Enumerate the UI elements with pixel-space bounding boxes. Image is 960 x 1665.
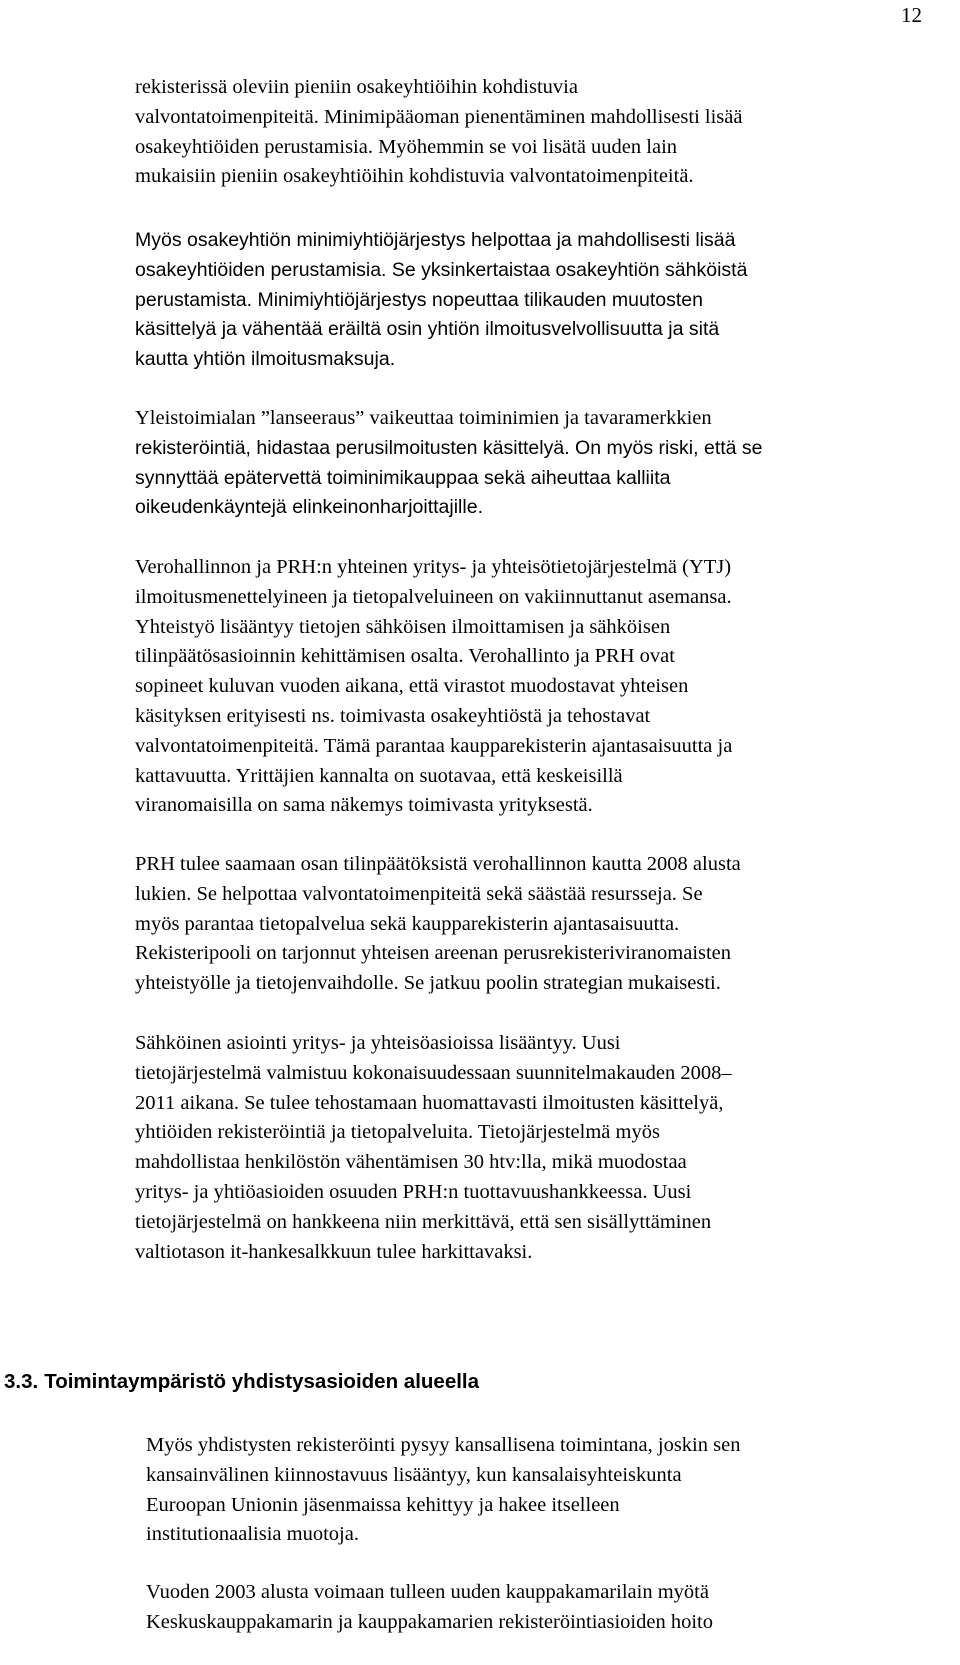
- text-line: oikeudenkäyntejä elinkeinonharjoittajille.: [135, 496, 483, 519]
- paragraph-general-business-line: [135, 404, 763, 523]
- text-line: yhtiöiden rekisteröintiä ja tietopalveluita. Tietojärjestelmä myös: [135, 1121, 660, 1144]
- text-line: sopineet kuluvan vuoden aikana, että virastot muodostavat yhteisen: [135, 675, 689, 698]
- text-line: Vuoden 2003 alusta voimaan tulleen uuden kauppakamarilain myötä: [146, 1581, 709, 1603]
- paragraph-ytj-cooperation: [135, 553, 732, 821]
- text-line: valtiotason it-hankesalkkuun tulee harkittavaksi.: [135, 1240, 533, 1263]
- text-line: 2011 aikana. Se tulee tehostamaan huomattavasti ilmoitusten käsittelyä,: [135, 1091, 724, 1114]
- text-line: PRH tulee saamaan osan tilinpäätöksistä verohallinnon kautta 2008 alusta: [135, 853, 741, 875]
- text-line: yhteistyölle ja tietojenvaihdolle. Se jatkuu poolin strategian mukaisesti.: [135, 972, 721, 995]
- text-line: rekisteröintiä, hidastaa perusilmoitusten käsittelyä. On myös riski, että se: [135, 436, 763, 459]
- text-line: valvontatoimenpiteitä. Tämä parantaa kaupparekisterin ajantasaisuutta ja: [135, 734, 733, 757]
- text-line: kattavuutta. Yrittäjien kannalta on suotavaa, että keskeisillä: [135, 764, 623, 787]
- text-line: lukien. Se helpottaa valvontatoimenpiteitä sekä säästää resursseja. Se: [135, 882, 703, 905]
- text-line: synnyttää epätervettä toiminimikauppaa sekä aiheuttaa kalliita: [135, 466, 671, 489]
- text-line: osakeyhtiöiden perustamisia. Myöhemmin se voi lisätä uuden lain: [135, 135, 678, 158]
- text-line: viranomaisilla on sama näkemys toimivasta yrityksestä.: [135, 794, 593, 817]
- text-line: institutionaalisia muotoja.: [146, 1523, 359, 1546]
- text-line: kansainvälinen kiinnostavuus lisääntyy, kun kansalaisyhteiskunta: [146, 1463, 682, 1486]
- text-line: Yleistoimialan ”lanseeraus” vaikeuttaa toiminimien ja tavaramerkkien: [135, 407, 712, 429]
- text-line: mahdollistaa henkilöstön vähentämisen 30 htv:lla, mikä muodostaa: [135, 1151, 687, 1174]
- text-line: perustamista. Minimiyhtiöjärjestys nopeuttaa tilikauden muutosten: [135, 288, 703, 311]
- section-title: Toimintaympäristö yhdistysasioiden alueella: [44, 1370, 480, 1393]
- paragraph-chamber-of-commerce: [146, 1578, 713, 1638]
- text-line: tietojärjestelmä valmistuu kokonaisuudessaan suunnitelmakauden 2008–: [135, 1061, 732, 1084]
- paragraph-associations-registration: [146, 1431, 740, 1550]
- text-line: Myös osakeyhtiön minimiyhtiöjärjestys helpottaa ja mahdollisesti lisää: [135, 229, 736, 251]
- text-line: Myös yhdistysten rekisteröinti pysyy kansallisena toimintana, joskin sen: [146, 1434, 741, 1456]
- text-line: rekisterissä oleviin pieniin osakeyhtiöihin kohdistuvia: [135, 76, 578, 98]
- text-line: tietojärjestelmä on hankkeena niin merkittävä, että sen sisällyttäminen: [135, 1210, 712, 1233]
- text-line: osakeyhtiöiden perustamisia. Se yksinkertaistaa osakeyhtiön sähköistä: [135, 258, 748, 281]
- paragraph-minimum-articles: [135, 226, 747, 375]
- text-line: Sähköinen asiointi yritys- ja yhteisöasioissa lisääntyy. Uusi: [135, 1032, 621, 1054]
- text-line: käsityksen erityisesti ns. toimivasta osakeyhtiöstä ja tehostavat: [135, 704, 651, 727]
- text-line: yritys- ja yhtiöasioiden osuuden PRH:n tuottavuushankkeessa. Uusi: [135, 1180, 692, 1203]
- paragraph-small-companies: [135, 73, 742, 192]
- text-line: Keskuskauppakamarin ja kauppakamarien rekisteröintiasioiden hoito: [146, 1610, 713, 1633]
- text-line: Verohallinnon ja PRH:n yhteinen yritys- ja yhteisötietojärjestelmä (YTJ): [135, 556, 732, 578]
- page-number: 12: [901, 3, 922, 27]
- paragraph-electronic-services: [135, 1029, 732, 1267]
- section-heading: [4, 1368, 479, 1396]
- text-line: myös parantaa tietopalvelua sekä kaupparekisterin ajantasaisuutta.: [135, 912, 680, 935]
- text-line: käsittelyä ja vähentää eräiltä osin yhtiön ilmoitusvelvollisuutta ja sitä: [135, 318, 720, 341]
- text-line: mukaisiin pieniin osakeyhtiöihin kohdistuvia valvontatoimenpiteitä.: [135, 165, 694, 188]
- paragraph-financial-statements: [135, 850, 741, 999]
- text-line: valvontatoimenpiteitä. Minimipääoman pienentäminen mahdollisesti lisää: [135, 105, 743, 128]
- text-line: Yhteistyö lisääntyy tietojen sähköisen ilmoittamisen ja sähköisen: [135, 615, 671, 638]
- section-number: 3.3.: [4, 1370, 39, 1393]
- text-line: Rekisteripooli on tarjonnut yhteisen areenan perusrekisteriviranomaisten: [135, 942, 732, 965]
- text-line: tilinpäätösasioinnin kehittämisen osalta. Verohallinto ja PRH ovat: [135, 645, 675, 668]
- text-line: Euroopan Unionin jäsenmaissa kehittyy ja hakee itselleen: [146, 1493, 620, 1516]
- text-line: ilmoitusmenettelyineen ja tietopalveluineen on vakiinnuttanut asemansa.: [135, 585, 732, 608]
- text-line: kautta yhtiön ilmoitusmaksuja.: [135, 348, 396, 371]
